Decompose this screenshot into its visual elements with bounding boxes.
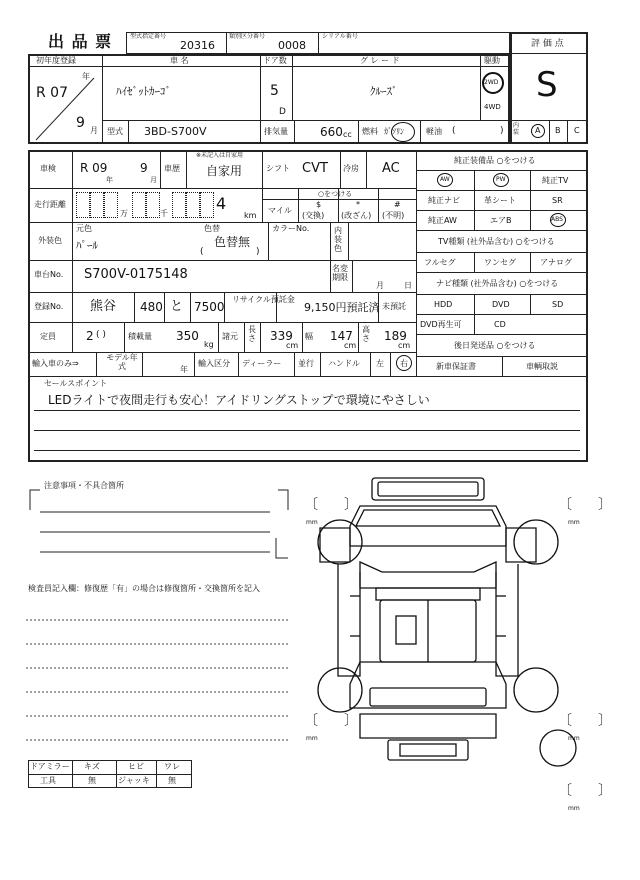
fuel-label: 燃料: [362, 127, 378, 136]
circle-note: ○をつける: [318, 190, 353, 198]
displacement-unit: cc: [343, 130, 352, 139]
tire-rr-mm: mm: [568, 735, 580, 742]
reg-label: 登録No.: [34, 302, 64, 311]
eq-alloy: 純正AW: [428, 216, 457, 225]
serial-label: シリアル番号: [322, 33, 358, 40]
type-designation-label: 型式指定番号: [130, 33, 167, 40]
load-label: 積載量: [128, 332, 152, 341]
height-unit: cm: [398, 341, 411, 350]
first-reg-month: 9: [76, 115, 85, 131]
tire-rl-mm: mm: [306, 735, 318, 742]
repaint-paren-open: (: [200, 247, 204, 257]
capacity-label: 定員: [40, 332, 56, 341]
usage-value: 自家用: [206, 164, 243, 178]
fuel-value: ｶﾞｿﾘﾝ: [384, 127, 404, 136]
legend-break: ワレ: [164, 762, 180, 771]
chassis-value: S700V-0175148: [84, 267, 188, 282]
displacement-value: 660: [320, 125, 343, 139]
dims-label: 諸元: [222, 332, 238, 341]
navi-title: ナビ種類 (社外品含む) ○をつける: [436, 279, 559, 288]
eq-aw: AW: [440, 176, 450, 183]
tv-one: ワンセグ: [484, 258, 516, 267]
star-sub: (改ざん): [341, 211, 372, 220]
tv-full: フルセグ: [424, 258, 456, 267]
dvd-play: DVD再生可: [420, 320, 462, 329]
interior-label: 内装: [513, 122, 520, 136]
interior-c: C: [574, 126, 580, 135]
eq-pw: PW: [496, 176, 506, 183]
mileage-man: 万: [120, 209, 128, 218]
tv-analog: アナログ: [540, 258, 572, 267]
dealer-label: ディーラー: [242, 359, 282, 368]
grade-label: グ レ ー ド: [360, 56, 400, 65]
load-unit: kg: [204, 340, 214, 349]
year-unit: 年: [82, 72, 90, 81]
evaluation-label: 評 価 点: [531, 39, 564, 49]
shift-value: CVT: [302, 161, 328, 176]
first-reg-era: R 07: [36, 85, 68, 101]
name-change-month: 月: [376, 281, 384, 290]
month-unit: 月: [90, 126, 98, 135]
cd: CD: [494, 320, 506, 329]
evaluation-score: S: [536, 65, 558, 105]
interior-color-label: 内装色: [334, 226, 342, 254]
grade-value: ｸﾙｰｽﾞ: [370, 85, 398, 98]
length-value: 339: [270, 329, 293, 343]
exterior-label: 外装色: [38, 236, 62, 245]
repaint-paren-close: ): [256, 247, 260, 257]
sales-label: セールスポイント: [44, 379, 108, 388]
caution-bracket: [26, 481, 292, 564]
hash: #: [394, 200, 401, 209]
model-year-unit: 年: [180, 365, 188, 374]
legend-jack: ジャッキ: [118, 776, 150, 785]
length-label: 長さ: [248, 325, 256, 343]
usage-label: 車歴: [164, 164, 180, 173]
dollar-sub: (交換): [302, 211, 325, 220]
mileage-label: 走行距離: [34, 200, 66, 209]
light-oil-label: 軽油: [426, 127, 442, 136]
door-suffix: D: [279, 107, 286, 117]
width-label: 幅: [305, 332, 313, 341]
interior-b: B: [555, 126, 561, 135]
inspector-label: 検査員記入欄：修復歴「有」の場合は修復箇所・交換箇所を記入: [28, 584, 260, 593]
star: *: [356, 200, 360, 209]
ship-title: 後日発送品 ○をつける: [454, 341, 536, 350]
navi-hdd: HDD: [434, 300, 453, 309]
tire-fr-mm: mm: [568, 519, 580, 526]
navi-sd: SD: [552, 300, 564, 309]
legend-tools-value: 無: [88, 776, 96, 785]
equipment-title: 純正装備品 ○をつける: [454, 156, 536, 165]
repaint-value: 色替無: [214, 235, 251, 249]
drive-label: 駆動: [484, 56, 500, 65]
capacity-value: 2: [86, 329, 94, 343]
hash-sub: (不明): [382, 211, 405, 220]
recycle-value: 9,150円預託済: [304, 301, 380, 314]
ship-manual: 車輌取説: [526, 362, 558, 371]
form-title: 出 品 票: [48, 32, 113, 51]
eq-tv: 純正TV: [542, 176, 569, 185]
dollar: $: [316, 200, 322, 209]
drive-2wd: 2WD: [484, 79, 499, 86]
ship-warranty: 新車保証書: [436, 362, 476, 371]
recycle-status: 未預託: [382, 302, 406, 311]
load-value: 350: [176, 329, 199, 343]
width-unit: cm: [344, 341, 357, 350]
length-unit: cm: [286, 341, 299, 350]
inspection-month-unit: 月: [150, 176, 157, 184]
car-name-label: 車 名: [170, 56, 189, 65]
tire-spare-mm: mm: [568, 805, 580, 812]
import-label: 輸入車のみ⇒: [32, 359, 79, 368]
doors-value: 5: [270, 83, 279, 99]
door-label: ドア数: [263, 56, 287, 65]
handle-label: ハンドル: [328, 359, 360, 368]
caution-label: 注意事項・不具合箇所: [44, 481, 124, 490]
tire-fl-mm: mm: [306, 519, 318, 526]
type-designation-value: 20316: [180, 39, 215, 52]
tire-spare-bracket: 〔 〕: [558, 783, 618, 799]
mileage-sen: 千: [160, 209, 168, 218]
model-label: 型式: [107, 127, 123, 136]
inspection-year-unit: 年: [106, 176, 113, 184]
displacement-label: 排気量: [264, 127, 288, 136]
eq-leather: 革シート: [484, 196, 516, 205]
reg-kana: と: [170, 299, 184, 314]
eq-navi: 純正ナビ: [428, 196, 460, 205]
recycle-label: リサイクル預託金: [232, 295, 295, 304]
eq-airbag: エアB: [490, 216, 512, 225]
model-value: 3BD-S700V: [144, 125, 207, 138]
repaint-label: 色替: [204, 224, 220, 233]
tire-fl-bracket: 〔 〕: [304, 497, 364, 513]
inspection-month: 9: [140, 161, 148, 175]
paren-open: (: [452, 126, 456, 136]
height-value: 189: [384, 329, 407, 343]
height-label: 高さ: [362, 325, 370, 343]
cooling-value: AC: [382, 161, 400, 176]
parallel-label: 並行: [298, 359, 314, 368]
name-change-label: 名変期限: [332, 264, 348, 283]
legend-scratch: キズ: [84, 762, 100, 771]
width-value: 147: [330, 329, 353, 343]
drive-4wd: 4WD: [484, 103, 501, 111]
usage-note: ※未記入は自家用: [196, 152, 244, 159]
left-label: 左: [376, 359, 384, 368]
reg-class: 480: [140, 300, 163, 314]
car-name-value: ﾊｲｾﾞｯﾄｶｰｺﾞ: [116, 85, 171, 98]
eq-abs: ABS: [551, 216, 563, 223]
mileage-unit: km: [244, 211, 257, 220]
original-color-label: 元色: [76, 224, 92, 233]
legend-door-mirror: ドアミラー: [30, 762, 70, 771]
sales-text: LEDライトで夜間走行も安心！アイドリングストップで環境にやさしい: [48, 393, 430, 407]
legend-jack-value: 無: [168, 776, 176, 785]
eq-sr: SR: [552, 196, 563, 205]
inspection-label: 車検: [40, 164, 56, 173]
inspector-lines: [26, 600, 292, 750]
model-year-label: モデル年式: [106, 353, 138, 371]
reg-number: 7500: [194, 300, 225, 314]
import-type-label: 輸入区分: [198, 359, 230, 368]
reg-place: 熊谷: [90, 299, 117, 314]
category-value: 0008: [278, 39, 306, 52]
tire-rl-bracket: 〔 〕: [304, 713, 364, 729]
legend-tools: 工具: [40, 776, 56, 785]
category-label: 類別区分番号: [229, 33, 266, 40]
inspection-era: R 09: [80, 161, 108, 175]
color-no-label: カラーNo.: [272, 224, 310, 233]
tire-rr-bracket: 〔 〕: [558, 713, 618, 729]
right-label: 右: [400, 359, 408, 368]
legend-crack: ヒビ: [128, 762, 144, 771]
name-change-day: 日: [404, 281, 412, 290]
mileage-value: 4: [216, 194, 227, 213]
interior-a: A: [535, 126, 541, 135]
navi-dvd: DVD: [492, 300, 510, 309]
capacity-paren: ( ): [96, 330, 106, 340]
mile-label: マイル: [268, 206, 292, 215]
tire-fr-bracket: 〔 〕: [558, 497, 618, 513]
tv-title: TV種類 (社外品含む) ○をつける: [438, 237, 555, 246]
shift-label: シフト: [266, 164, 290, 173]
cooling-label: 冷房: [343, 164, 359, 173]
original-color-value: ﾊﾟｰﾙ: [76, 239, 98, 252]
first-reg-label: 初年度登録: [36, 56, 76, 65]
chassis-label: 車台No.: [34, 270, 64, 279]
paren-close: ): [500, 126, 504, 136]
